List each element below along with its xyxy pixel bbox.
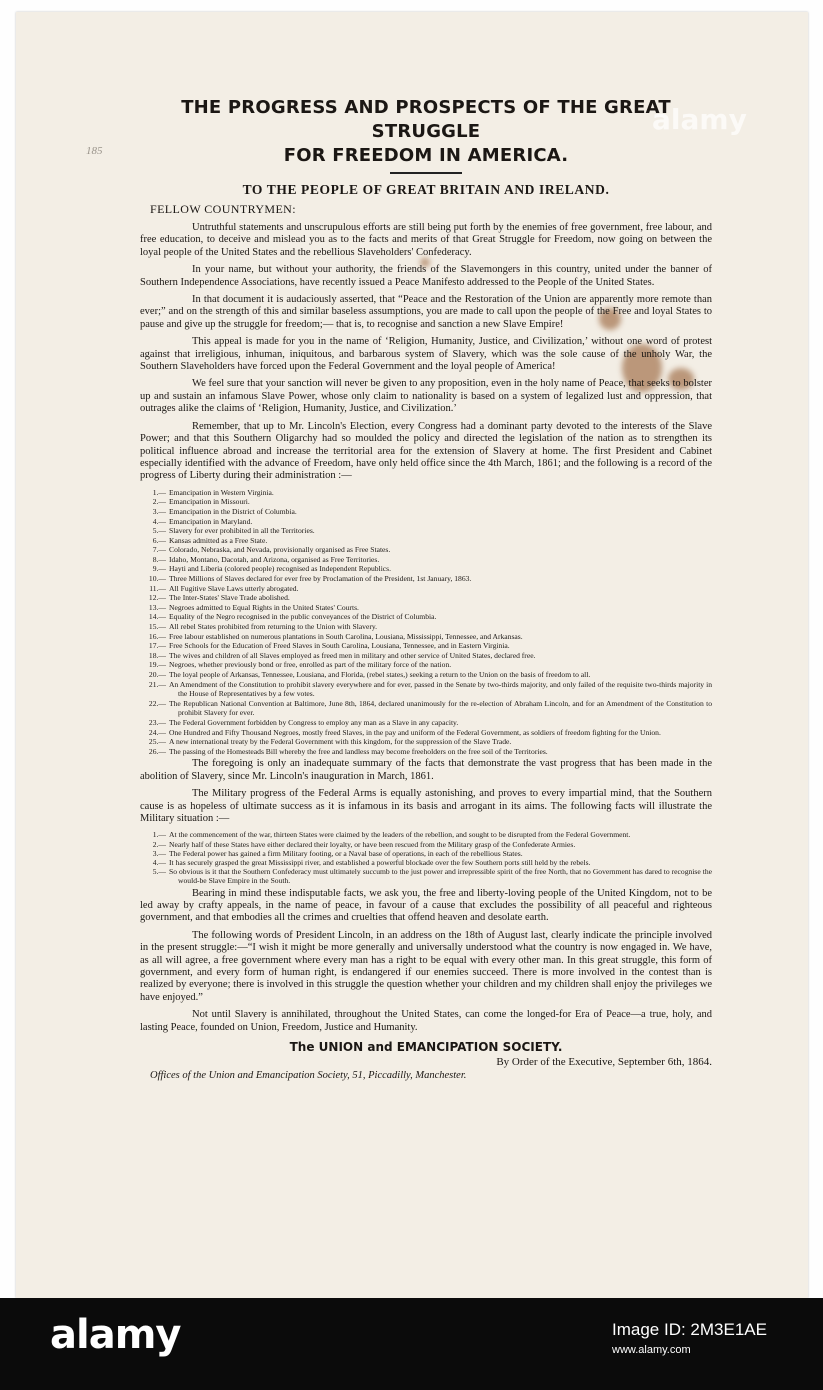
body-paragraph: The Military progress of the Federal Arms is equally astonishing, and proves to every impartial mind, that the Southern cause is as hopeless of ultimate success as it is infamous in its basis and arrogant in its aims. The following facts will illustrate the Military situation :—: [140, 788, 712, 824]
list-item-text: At the commencement of the war, thirteen States were claimed by the leaders of the rebellion, and sought to be disrupted from the Federal Government.: [169, 830, 631, 840]
list-item-text: Emancipation in Western Virginia.: [169, 487, 274, 497]
list-item-text: Colorado, Nebraska, and Nevada, provisionally organised as Free States.: [169, 545, 391, 555]
list-item-number: 26.—: [148, 746, 166, 756]
list-item: [140, 603, 712, 613]
title-divider: [390, 172, 462, 174]
body-paragraph: In your name, but without your authority, the friends of the Slavemongers in this country, united under the banner of Southern Independence Associations, have recently issued a Peace Manifesto addressed to the People of the United States.: [140, 264, 712, 288]
list-item-number: 19.—: [148, 660, 166, 670]
list-item-text: The loyal people of Arkansas, Tennessee, Lousiana, and Florida, (rebel states,) seeking a return to the Union on the basis of freedom to all.: [169, 670, 591, 679]
list-item: [140, 632, 712, 642]
list-item-number: 7.—: [152, 545, 166, 555]
broadside-content: [140, 96, 712, 1081]
list-item: [140, 867, 712, 885]
body-paragraph: Bearing in mind these indisputable facts, we ask you, the free and liberty-loving people of the United Kingdom, not to be led away by crafty appeals, in the name of peace, in favour of a cause that excludes the possibility of all peaceful and righteous government, and that embodies all the crimes and cruelties that offend heaven and desolate earth.: [140, 887, 712, 924]
body-paragraph: The foregoing is only an inadequate summary of the facts that demonstrate the vast progress that has been made in the abolition of Slavery, since Mr. Lincoln's inauguration in March, 1861.: [140, 758, 712, 782]
list-item-number: 14.—: [148, 612, 166, 622]
offices-address: Offices of the Union and Emancipation Society, 51, Piccadilly, Manchester.: [150, 1070, 467, 1082]
list-item-number: 2.—: [152, 839, 166, 849]
list-item-text: The Federal Government forbidden by Congress to employ any man as a Slave in any capacity.: [169, 717, 459, 727]
military-situation-list: [140, 830, 712, 885]
body-paragraph: We feel sure that your sanction will never be given to any proposition, even in the holy name of Peace, that seeks to bolster up and sustain an infamous Slave Power, whose only claim to nationality is based on a system of legalized lust and oppression, that outrages alike the claims of ‘Religion, Humanity, Justice, and Civilization.’: [140, 378, 712, 415]
list-item: [140, 555, 712, 565]
list-item-text: The wives and children of all Slaves employed as freed men in military and other service of United States, declared free.: [169, 650, 536, 660]
body-paragraph: This appeal is made for you in the name of ‘Religion, Humanity, Justice, and Civilization,’ without one word of protest against that irreligious, inhuman, iniquitous, and barbarous system of Slavery, which was the sole cause of the unholy War, the Southern Slaveholders have forced upon the Federal Government and the loyal people of America!: [140, 336, 712, 373]
broadside-paper: [16, 12, 808, 1298]
body-paragraph: In that document it is audaciously asserted, that “Peace and the Restoration of the Union are apparently more remote than ever;” and on the strength of this and similar baseless assumptions, you are made to call upon the people of the Free and loyal States to pause and give up the struggle for freedom;— that is, to recognise and sanction a new Slave Empire!: [140, 294, 712, 330]
list-item-number: 4.—: [152, 516, 166, 526]
list-item-number: 10.—: [148, 574, 166, 584]
list-item-number: 22.—: [148, 698, 166, 708]
list-item: [140, 670, 712, 680]
list-item-number: 20.—: [148, 670, 166, 679]
list-item-number: 8.—: [152, 554, 166, 564]
list-item-text: The Federal power has gained a firm Military footing, or a Naval base of operations, in each of the rebellious States.: [169, 848, 523, 858]
list-item: [140, 737, 712, 747]
list-item: [140, 536, 712, 546]
list-item-text: A new international treaty by the Federal Government with this kingdom, for the suppression of the Slave Trade.: [169, 737, 512, 747]
list-item-text: Emancipation in the District of Columbia.: [169, 506, 297, 516]
list-item-text: Free Schools for the Education of Freed Slaves in South Carolina, Lousiana, Tennessee, and in Eastern Virginia.: [169, 641, 510, 651]
list-item-number: 3.—: [152, 506, 166, 516]
opening-paragraphs: [140, 222, 712, 483]
list-item-text: Negroes admitted to Equal Rights in the United States' Courts.: [169, 602, 359, 612]
list-item: [140, 622, 712, 632]
list-item-number: 16.—: [148, 631, 166, 641]
list-item-text: The Inter-States' Slave Trade abolished.: [169, 593, 290, 603]
list-item-text: Emancipation in Missouri.: [169, 497, 250, 507]
list-item: [140, 858, 712, 867]
list-item: [140, 564, 712, 574]
middle-paragraphs: [140, 758, 712, 825]
body-paragraph: Remember, that up to Mr. Lincoln's Election, every Congress had a dominant party devoted to the interests of the Slave Power; and that this Southern Oligarchy had so moulded the policy and directed the legislation of the nation as to strengthen its political influence abroad and increase the territorial area for the extension of Slavery at home. The first President and Cabinet especially identified with the advance of Freedom, have only held office since the 4th March, 1861; and the following is a record of the progress of Liberty during their administration :—: [140, 420, 712, 482]
list-item-text: Slavery for ever prohibited in all the Territories.: [169, 526, 315, 536]
list-item-number: 5.—: [152, 526, 166, 536]
document-title: [140, 96, 712, 168]
list-item: [140, 660, 712, 670]
address-heading: TO THE PEOPLE OF GREAT BRITAIN AND IRELAND.: [242, 182, 610, 197]
list-item-number: 21.—: [148, 679, 166, 689]
list-item-number: 25.—: [148, 737, 166, 747]
list-item-number: 6.—: [152, 535, 166, 545]
order-line: By Order of the Executive, September 6th, 1864.: [496, 1056, 712, 1069]
list-item-number: 18.—: [148, 650, 166, 660]
list-item-text: The passing of the Homesteads Bill whereby the free and landless may become freeholders on the free soil of the Territories.: [169, 746, 548, 756]
list-item-text: The Republican National Convention at Baltimore, June 8th, 1864, declared unanimously for the re-election of Abraham Lincoln, and for an Amendment of the Constitution to prohibit Slavery for ever.: [169, 698, 712, 718]
list-item-number: 17.—: [148, 641, 166, 651]
list-item-text: Free labour established on numerous plantations in South Carolina, Lousiana, Mississippi, Tennessee, and Arkansas.: [169, 631, 523, 641]
list-item-number: 3.—: [152, 848, 166, 858]
list-item: [140, 507, 712, 517]
list-item: [140, 699, 712, 718]
organization-signature: The UNION and EMANCIPATION SOCIETY.: [289, 1040, 563, 1055]
list-item: [140, 545, 712, 555]
list-item-number: 5.—: [152, 867, 166, 877]
liberty-progress-list: [140, 488, 712, 757]
list-item-number: 4.—: [152, 857, 166, 867]
list-item: [140, 747, 712, 757]
list-item-number: 23.—: [148, 717, 166, 727]
list-item-number: 2.—: [152, 497, 166, 507]
list-item: [140, 517, 712, 527]
list-item: [140, 718, 712, 728]
stock-url-label: www.alamy.com: [612, 1344, 691, 1356]
title-line-2: FOR FREEDOM IN AMERICA.: [283, 145, 569, 166]
list-item-text: Idaho, Montano, Dacotah, and Arizona, organised as Free Territories.: [169, 554, 380, 564]
list-item-number: 15.—: [148, 622, 166, 632]
pencil-annotation: 185: [86, 145, 103, 157]
body-paragraph: The following words of President Lincoln, in an address on the 18th of August last, clearly indicate the principle involved in the present struggle:—“I wish it might be more generally and universally understood what the country is now engaged in. We have, as all will agree, a free government where every man has a right to be equal with every other man. In this great struggle, this form of government, and every form of human right, is endangered if our enemies succeed. There is more involved in the contest than is realized by everyone; there is involved in this struggle the question whether your children and my children shall enjoy the privileges we have enjoyed.”: [140, 929, 712, 1003]
list-item-number: 11.—: [149, 583, 166, 593]
list-item: [140, 574, 712, 584]
list-item-text: All rebel States prohibited from returning to the Union with Slavery.: [169, 622, 378, 632]
list-item-text: It has securely grasped the great Mississippi river, and established a powerful blockade over the few Southern ports still held by the rebels.: [169, 857, 591, 867]
list-item-number: 13.—: [148, 602, 166, 612]
alamy-logo: alamy: [50, 1312, 181, 1358]
body-paragraph: Untruthful statements and unscrupulous efforts are still being put forth by the enemies of free government, free labour, and free education, to deceive and mislead you as to the facts and merits of that Great Struggle for Freedom, now going on between the loyal people of the United States and the rebellious Slaveholders' Confederacy.: [140, 222, 712, 258]
title-line-1: THE PROGRESS AND PROSPECTS OF THE GREAT STRUGGLE: [181, 97, 671, 142]
list-item-text: Emancipation in Maryland.: [169, 516, 253, 526]
list-item-number: 1.—: [152, 487, 166, 497]
list-item-text: Kansas admitted as a Free State.: [169, 535, 268, 545]
list-item-text: All Fugitive Slave Laws utterly abrogated.: [169, 583, 299, 593]
list-item: [140, 849, 712, 858]
body-paragraph: Not until Slavery is annihilated, throughout the United States, can come the longed-for Era of Peace—a true, holy, and lasting Peace, founded on Union, Freedom, Justice and Humanity.: [140, 1009, 712, 1033]
list-item-number: 24.—: [148, 727, 166, 737]
list-item-text: An Amendment of the Constitution to prohibit slavery everywhere and for ever, passed in the Senate by two-thirds majority, and only failed of the requisite two-thirds majority in the House of Representatives by a few votes.: [169, 679, 712, 699]
image-id-label: Image ID: 2M3E1AE: [612, 1320, 767, 1339]
list-item: [140, 728, 712, 738]
list-item-text: Three Millions of Slaves declared for ever free by Proclamation of the President, 1st January, 1863.: [169, 574, 472, 584]
list-item: [140, 840, 712, 849]
list-item: [140, 593, 712, 603]
list-item-text: Hayti and Liberia (colored people) recognised as Independent Republics.: [169, 564, 392, 574]
list-item: [140, 651, 712, 661]
list-item: [140, 641, 712, 651]
list-item: [140, 612, 712, 622]
list-item: [140, 488, 712, 498]
list-item: [140, 584, 712, 594]
list-item-text: Nearly half of these States have either declared their loyalty, or have been rescued from the Military grasp of the Confederate Armies.: [169, 839, 576, 849]
list-item-text: Negroes, whether previously bond or free, enrolled as part of the military force of the nation.: [169, 660, 452, 670]
closing-paragraphs: [140, 888, 712, 1034]
list-item: [140, 526, 712, 536]
list-item-text: Equality of the Negro recognised in the public conveyances of the District of Columbia.: [169, 612, 437, 622]
list-item: [140, 680, 712, 699]
list-item: [140, 497, 712, 507]
list-item: [140, 830, 712, 839]
list-item-text: One Hundred and Fifty Thousand Negroes, mostly freed Slaves, in the pay and uniform of the Federal Government, as soldiers of freedom fighting for the Union.: [169, 727, 661, 737]
list-item-text: So obvious is it that the Southern Confederacy must ultimately succumb to the just power and irrepressible spirit of the free North, that no Government has dared to recognise the would-be Slave Empire in the South.: [169, 867, 712, 886]
salutation: FELLOW COUNTRYMEN:: [150, 202, 296, 216]
list-item-number: 12.—: [148, 593, 166, 603]
list-item-number: 9.—: [152, 564, 166, 574]
list-item-number: 1.—: [152, 830, 166, 840]
watermark-ghost: alamy: [652, 103, 747, 136]
